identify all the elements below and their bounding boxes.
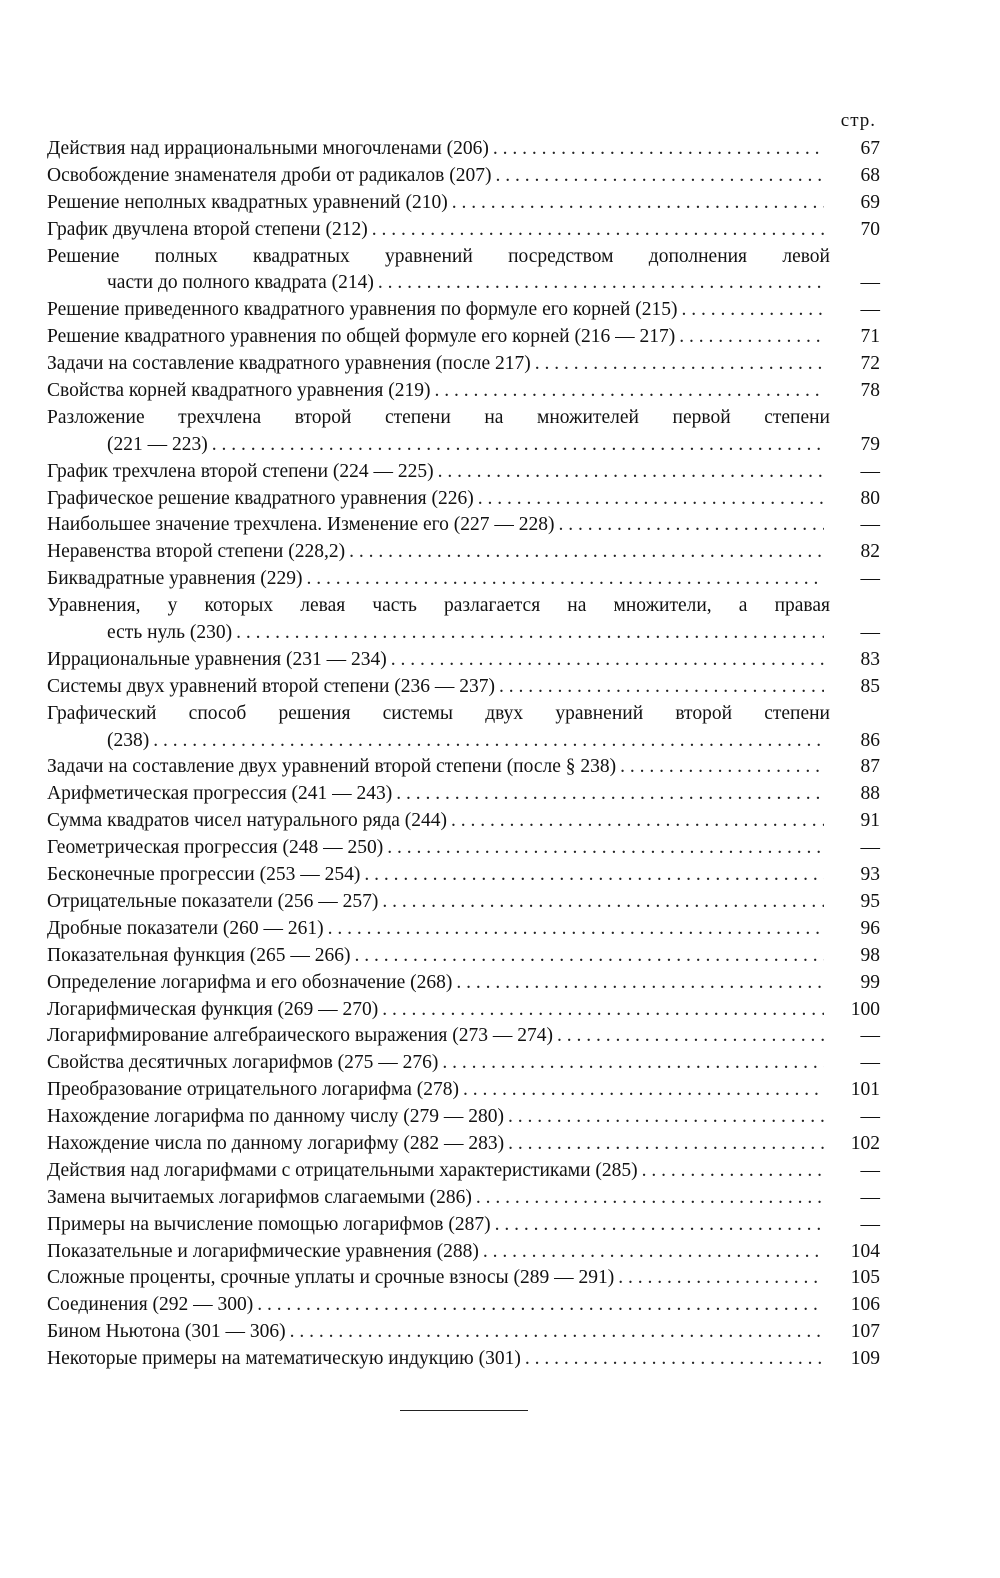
- toc-entry-page: 87: [860, 756, 880, 778]
- dot-leader: [451, 808, 824, 835]
- dot-leader: [438, 459, 824, 486]
- toc-entry-line: [47, 136, 880, 163]
- toc-entry: [47, 862, 880, 889]
- toc-entry: [47, 1104, 880, 1131]
- dot-leader: [212, 432, 824, 459]
- toc-entry-page: 82: [860, 541, 880, 563]
- toc-entry: [47, 566, 880, 593]
- toc-entry-line: [47, 647, 880, 674]
- dot-leader: [372, 217, 824, 244]
- toc-entry: [47, 1212, 880, 1239]
- toc-entry-line: [47, 1292, 880, 1319]
- dot-leader: [618, 1265, 824, 1292]
- toc-entry: [47, 1077, 880, 1104]
- toc-entry: [47, 1239, 880, 1266]
- toc-entry-title: Решение приведенного квадратного уравнения по формуле его корней (215): [47, 299, 678, 321]
- toc-entry-line: [47, 862, 880, 889]
- toc-entry: [47, 217, 880, 244]
- toc-entry-title: (221 — 223): [107, 433, 208, 455]
- toc-entry-page: 80: [860, 487, 880, 509]
- toc-entry-title: Действия над иррациональными многочленами (206): [47, 138, 489, 159]
- toc-entry: [47, 1292, 880, 1319]
- toc-entry-line: [47, 620, 880, 647]
- toc-entry-title: Сложные проценты, срочные уплаты и срочные взносы (289 — 291): [47, 1267, 615, 1289]
- toc-entry-line: [47, 297, 880, 324]
- dot-leader: [382, 997, 824, 1024]
- dot-leader: [434, 378, 824, 405]
- toc-entry-line: [47, 1131, 880, 1158]
- toc-entry: [47, 781, 880, 808]
- toc-entry: [47, 1346, 880, 1373]
- dot-leader: [456, 970, 824, 997]
- dot-leader: [535, 351, 824, 378]
- toc-entry-line: [47, 432, 880, 459]
- toc-entry-line: [47, 728, 880, 755]
- dot-leader: [378, 270, 824, 297]
- toc-entry: [47, 1185, 880, 1212]
- dot-leader: [391, 647, 824, 674]
- toc-entry-page: 71: [860, 326, 880, 348]
- toc-entry-page: 85: [860, 675, 880, 697]
- toc-entry-title: Логарифмическая функция (269 — 270): [47, 998, 379, 1020]
- toc-entry: [47, 997, 880, 1024]
- toc-entry: [47, 378, 880, 405]
- toc-entry: [47, 163, 880, 190]
- toc-entry-title: Соединения (292 — 300): [47, 1294, 254, 1316]
- toc-entry-title: Иррациональные уравнения (231 — 234): [47, 648, 387, 670]
- toc-entry-page: 109: [850, 1348, 880, 1370]
- toc-entry-title: Бесконечные прогрессии (253 — 254): [47, 864, 361, 886]
- dot-leader: [387, 835, 824, 862]
- toc-entry-title: Задачи на составление двух уравнений второй степени (после § 238): [47, 756, 617, 778]
- toc-entry-title: Неравенства второй степени (228,2): [47, 541, 346, 563]
- toc-entry-line: [47, 378, 880, 405]
- toc-entry-line: [47, 674, 880, 701]
- toc-entry-line: [47, 1104, 880, 1131]
- dot-leader: [290, 1319, 824, 1346]
- toc-entry-line: [47, 163, 880, 190]
- toc-entry-line: [47, 351, 880, 378]
- dot-leader: [236, 620, 824, 647]
- toc-entry-page: —: [860, 1159, 880, 1181]
- toc-entry: [47, 486, 880, 513]
- toc-entry-page: —: [860, 299, 880, 321]
- toc-entry-line: [47, 1185, 880, 1212]
- toc-entry: [47, 835, 880, 862]
- toc-entry-line: [47, 593, 880, 620]
- toc-entry-title: Нахождение логарифма по данному числу (279 — 280): [47, 1106, 504, 1128]
- dot-leader: [153, 728, 824, 755]
- dot-leader: [463, 1077, 824, 1104]
- toc-entry: [47, 512, 880, 539]
- toc-entry-title: Примеры на вычисление помощью логарифмов (287): [47, 1213, 491, 1235]
- toc-entry-title: Разложение трехчлена второй степени на множителей первой степени: [47, 406, 830, 428]
- toc-entry-title: Графический способ решения системы двух уравнений второй степени: [47, 702, 830, 724]
- closing-rule: [400, 1410, 528, 1411]
- toc-entry-page: 69: [860, 191, 880, 213]
- toc-entry-title: Биквадратные уравнения (229): [47, 568, 303, 590]
- dot-leader: [495, 163, 824, 190]
- toc-entry-title: Дробные показатели (260 — 261): [47, 917, 324, 939]
- toc-entry: [47, 674, 880, 701]
- toc-entry-line: [47, 835, 880, 862]
- dot-leader: [452, 190, 824, 217]
- toc-entry-line: [47, 943, 880, 970]
- toc-entry-page: 106: [850, 1294, 880, 1316]
- toc-entry-line: [47, 459, 880, 486]
- toc-entry-title: Действия над логарифмами с отрицательными характеристиками (285): [47, 1159, 638, 1181]
- toc-entry-title: График трехчлена второй степени (224 — 225): [47, 460, 434, 482]
- toc-entry: [47, 1023, 880, 1050]
- dot-leader: [679, 324, 824, 351]
- page-column-header: стр.: [840, 110, 876, 131]
- toc-entry-title: части до полного квадрата (214): [107, 272, 374, 294]
- toc-entry-title: Определение логарифма и его обозначение (268): [47, 971, 453, 993]
- dot-leader: [257, 1292, 824, 1319]
- toc-entry-title: Сумма квадратов чисел натурального ряда (244): [47, 810, 448, 832]
- toc-entry-line: [47, 190, 880, 217]
- toc-entry: [47, 190, 880, 217]
- toc-entry-line: [47, 997, 880, 1024]
- toc-entry-line: [47, 539, 880, 566]
- toc-entry-title: Графическое решение квадратного уравнения (226): [47, 487, 474, 509]
- toc-entry: [47, 297, 880, 324]
- toc-entry-page: 70: [860, 218, 880, 240]
- toc-entry-page: —: [860, 837, 880, 859]
- toc-entry-title: Свойства десятичных логарифмов (275 — 276): [47, 1052, 439, 1074]
- toc-entry-page: 107: [850, 1321, 880, 1343]
- toc-entry: [47, 1131, 880, 1158]
- toc-entry-title: Арифметическая прогрессия (241 — 243): [47, 783, 393, 805]
- toc-entry-page: 91: [860, 810, 880, 832]
- dot-leader: [483, 1239, 824, 1266]
- toc-entry-page: —: [860, 1186, 880, 1208]
- toc-entry: [47, 136, 880, 163]
- toc-entry: [47, 943, 880, 970]
- toc-entry-line: [47, 1050, 880, 1077]
- toc-entry: [47, 539, 880, 566]
- toc-entry-page: 100: [850, 998, 880, 1020]
- toc-entry-page: —: [860, 514, 880, 536]
- dot-leader: [495, 1212, 824, 1239]
- toc-entry-page: 102: [850, 1132, 880, 1154]
- toc-entry: [47, 754, 880, 781]
- toc-entry-title: Показательная функция (265 — 266): [47, 944, 351, 966]
- toc-entry: [47, 1050, 880, 1077]
- toc-entry: [47, 459, 880, 486]
- toc-entry-page: 95: [860, 890, 880, 912]
- dot-leader: [559, 512, 824, 539]
- dot-leader: [499, 674, 824, 701]
- table-of-contents: [47, 136, 880, 1373]
- toc-entry-line: [47, 217, 880, 244]
- toc-entry-page: 104: [850, 1240, 880, 1262]
- dot-leader: [442, 1050, 824, 1077]
- toc-entry-title: Некоторые примеры на математическую индукцию (301): [47, 1348, 521, 1370]
- toc-entry-title: Наибольшее значение трехчлена. Изменение его (227 — 228): [47, 514, 555, 536]
- toc-entry-page: —: [860, 1052, 880, 1074]
- toc-entry-line: [47, 701, 880, 728]
- toc-entry-page: —: [860, 622, 880, 644]
- toc-entry-line: [47, 566, 880, 593]
- toc-entry: [47, 1265, 880, 1292]
- dot-leader: [364, 862, 824, 889]
- toc-entry-page: 67: [860, 138, 880, 159]
- toc-entry-title: Освобождение знаменателя дроби от радикалов (207): [47, 164, 492, 186]
- dot-leader: [478, 486, 824, 513]
- dot-leader: [681, 297, 824, 324]
- toc-entry-title: Решение квадратного уравнения по общей формуле его корней (216 — 217): [47, 326, 676, 348]
- dot-leader: [396, 781, 824, 808]
- toc-entry-line: [47, 1077, 880, 1104]
- toc-entry-page: 96: [860, 917, 880, 939]
- toc-entry: [47, 244, 880, 298]
- toc-entry: [47, 647, 880, 674]
- toc-entry-title: Логарифмирование алгебраического выражения (273 — 274): [47, 1025, 553, 1047]
- dot-leader: [508, 1131, 824, 1158]
- toc-entry-page: 98: [860, 944, 880, 966]
- dot-leader: [557, 1023, 824, 1050]
- toc-entry: [47, 593, 880, 647]
- toc-entry-title: Преобразование отрицательного логарифма (278): [47, 1079, 459, 1101]
- toc-entry-page: —: [860, 1025, 880, 1047]
- dot-leader: [355, 943, 824, 970]
- toc-entry-page: 72: [860, 353, 880, 375]
- toc-entry: [47, 405, 880, 459]
- toc-entry-line: [47, 754, 880, 781]
- toc-entry: [47, 808, 880, 835]
- toc-entry-title: Свойства корней квадратного уравнения (219): [47, 380, 431, 402]
- toc-entry-page: 83: [860, 648, 880, 670]
- toc-entry-title: Показательные и логарифмические уравнения (288): [47, 1240, 479, 1262]
- dot-leader: [476, 1185, 824, 1212]
- toc-entry-line: [47, 1239, 880, 1266]
- toc-entry-title: Отрицательные показатели (256 — 257): [47, 890, 379, 912]
- toc-entry-line: [47, 244, 880, 271]
- toc-entry-page: 68: [860, 164, 880, 186]
- dot-leader: [349, 539, 824, 566]
- toc-entry-title: Задачи на составление квадратного уравнения (после 217): [47, 353, 531, 375]
- toc-entry: [47, 916, 880, 943]
- dot-leader: [525, 1346, 824, 1373]
- toc-entry-line: [47, 512, 880, 539]
- toc-entry-page: —: [860, 460, 880, 482]
- toc-entry-page: 93: [860, 864, 880, 886]
- toc-entry-line: [47, 270, 880, 297]
- toc-entry-page: —: [860, 568, 880, 590]
- toc-entry: [47, 324, 880, 351]
- toc-entry-title: График двучлена второй степени (212): [47, 218, 368, 240]
- toc-entry-line: [47, 1265, 880, 1292]
- toc-entry-title: Решение полных квадратных уравнений посредством дополнения левой: [47, 245, 830, 267]
- toc-entry-page: —: [860, 1106, 880, 1128]
- toc-entry-line: [47, 1319, 880, 1346]
- toc-entry-line: [47, 970, 880, 997]
- toc-entry-page: 86: [860, 729, 880, 751]
- toc-entry-title: есть нуль (230): [107, 622, 233, 644]
- toc-entry-title: Бином Ньютона (301 — 306): [47, 1321, 286, 1343]
- toc-entry-line: [47, 1158, 880, 1185]
- toc-entry: [47, 889, 880, 916]
- dot-leader: [382, 889, 824, 916]
- toc-entry-title: Решение неполных квадратных уравнений (210): [47, 191, 448, 213]
- toc-entry-page: 105: [850, 1267, 880, 1289]
- toc-entry-title: (238): [107, 729, 150, 751]
- toc-entry-line: [47, 808, 880, 835]
- toc-entry-title: Уравнения, у которых левая часть разлагается на множители, а правая: [47, 595, 830, 617]
- toc-entry-page: 99: [860, 971, 880, 993]
- toc-entry: [47, 701, 880, 755]
- toc-entry-title: Нахождение числа по данному логарифму (282 — 283): [47, 1132, 505, 1154]
- dot-leader: [307, 566, 824, 593]
- toc-entry: [47, 351, 880, 378]
- toc-entry: [47, 1158, 880, 1185]
- toc-entry-page: 101: [850, 1079, 880, 1101]
- dot-leader: [328, 916, 824, 943]
- toc-entry-title: Замена вычитаемых логарифмов слагаемыми (286): [47, 1186, 472, 1208]
- dot-leader: [493, 136, 824, 163]
- toc-entry-line: [47, 781, 880, 808]
- toc-entry-page: —: [860, 272, 880, 294]
- toc-entry-line: [47, 324, 880, 351]
- dot-leader: [642, 1158, 824, 1185]
- toc-entry: [47, 970, 880, 997]
- toc-entry-line: [47, 1346, 880, 1373]
- toc-entry-line: [47, 1023, 880, 1050]
- toc-entry-line: [47, 405, 880, 432]
- toc-entry-title: Системы двух уравнений второй степени (236 — 237): [47, 675, 496, 697]
- dot-leader: [508, 1104, 824, 1131]
- toc-entry-line: [47, 916, 880, 943]
- toc-entry-page: —: [860, 1213, 880, 1235]
- toc-entry-line: [47, 1212, 880, 1239]
- toc-entry-page: 78: [860, 380, 880, 402]
- toc-entry-line: [47, 889, 880, 916]
- toc-entry-page: 79: [860, 433, 880, 455]
- toc-entry-line: [47, 486, 880, 513]
- toc-entry: [47, 1319, 880, 1346]
- toc-entry-page: 88: [860, 783, 880, 805]
- toc-entry-title: Геометрическая прогрессия (248 — 250): [47, 837, 384, 859]
- dot-leader: [620, 754, 824, 781]
